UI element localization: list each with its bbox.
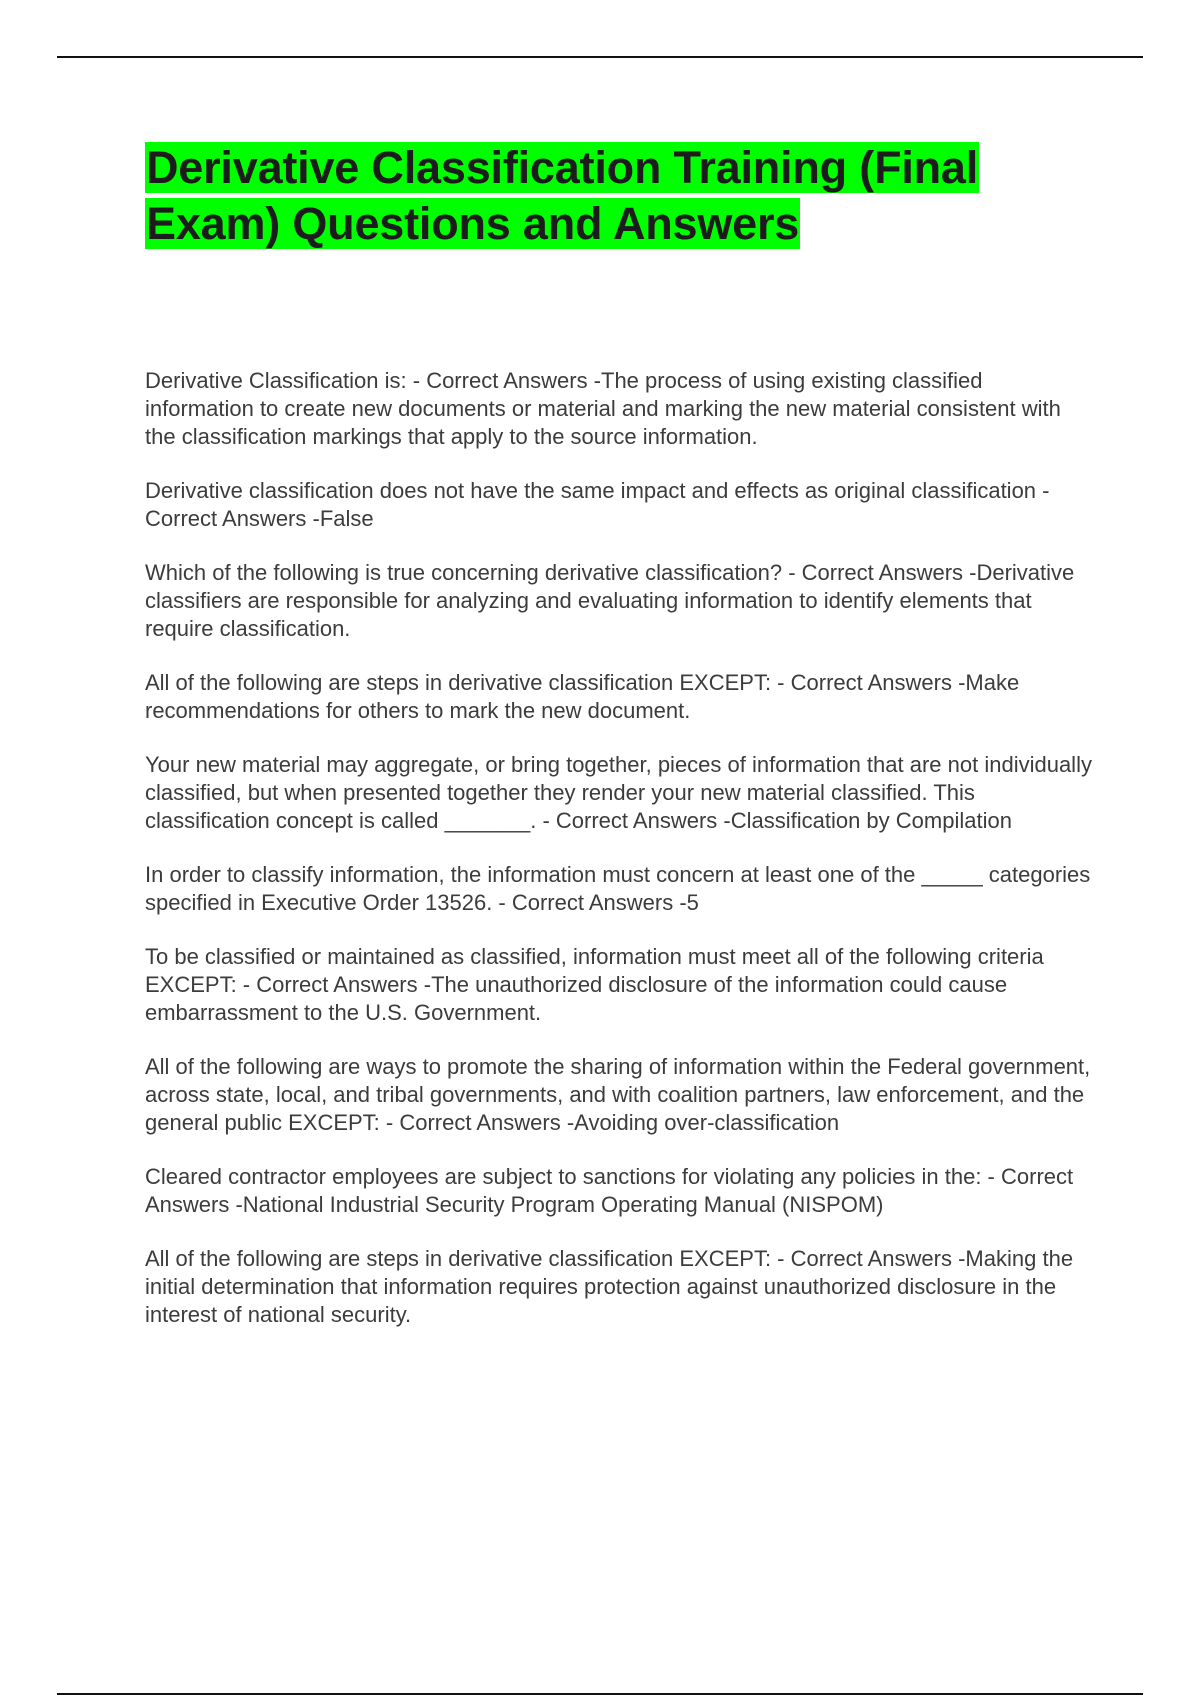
qa-list	[145, 367, 1095, 1355]
top-divider	[57, 56, 1143, 58]
qa-item: Derivative Classification is: - Correct Answers -The process of using existing classified information to create new documents or material and marking the new material consistent with the classification markings that apply to the source information.	[145, 368, 1061, 449]
document-body	[145, 140, 1095, 1327]
bottom-divider	[57, 1693, 1143, 1695]
qa-item: All of the following are steps in derivative classification EXCEPT: - Correct Answers -Making the initial determination that information requires protection against unauthorized disclosure in the interest of national security.	[145, 1246, 1074, 1327]
qa-item: All of the following are ways to promote the sharing of information within the Federal government, across state, local, and tribal governments, and with coalition partners, law enforcement, and the general public EXCEPT: - Correct Answers -Avoiding over-classification	[145, 1054, 1091, 1135]
qa-item: In order to classify information, the information must concern at least one of the _____ categories specified in Executive Order 13526. - Correct Answers -5	[145, 862, 1091, 915]
qa-item: Your new material may aggregate, or bring together, pieces of information that are not individually classified, but when presented together they render your new material classified. This classification concept is called _______. - Correct Answers -Classification by Compilation	[145, 752, 1092, 833]
qa-item: To be classified or maintained as classified, information must meet all of the following criteria EXCEPT: - Correct Answers -The unauthorized disclosure of the information could cause embarrassment to the U.S. Government.	[145, 944, 1044, 1025]
document-title	[145, 140, 1095, 252]
qa-item: Which of the following is true concerning derivative classification? - Correct Answers -Derivative classifiers are responsible for analyzing and evaluating information to identify elements that require classification.	[145, 560, 1075, 641]
qa-item: Derivative classification does not have the same impact and effects as original classification - Correct Answers -False	[145, 478, 1050, 531]
qa-item: Cleared contractor employees are subject to sanctions for violating any policies in the: - Correct Answers -National Industrial Security Program Operating Manual (NISPOM)	[145, 1164, 1074, 1217]
title-highlight: Derivative Classification Training (Final Exam) Questions and Answers	[146, 142, 979, 249]
qa-item: All of the following are steps in derivative classification EXCEPT: - Correct Answers -Make recommendations for others to mark the new document.	[145, 670, 1020, 723]
